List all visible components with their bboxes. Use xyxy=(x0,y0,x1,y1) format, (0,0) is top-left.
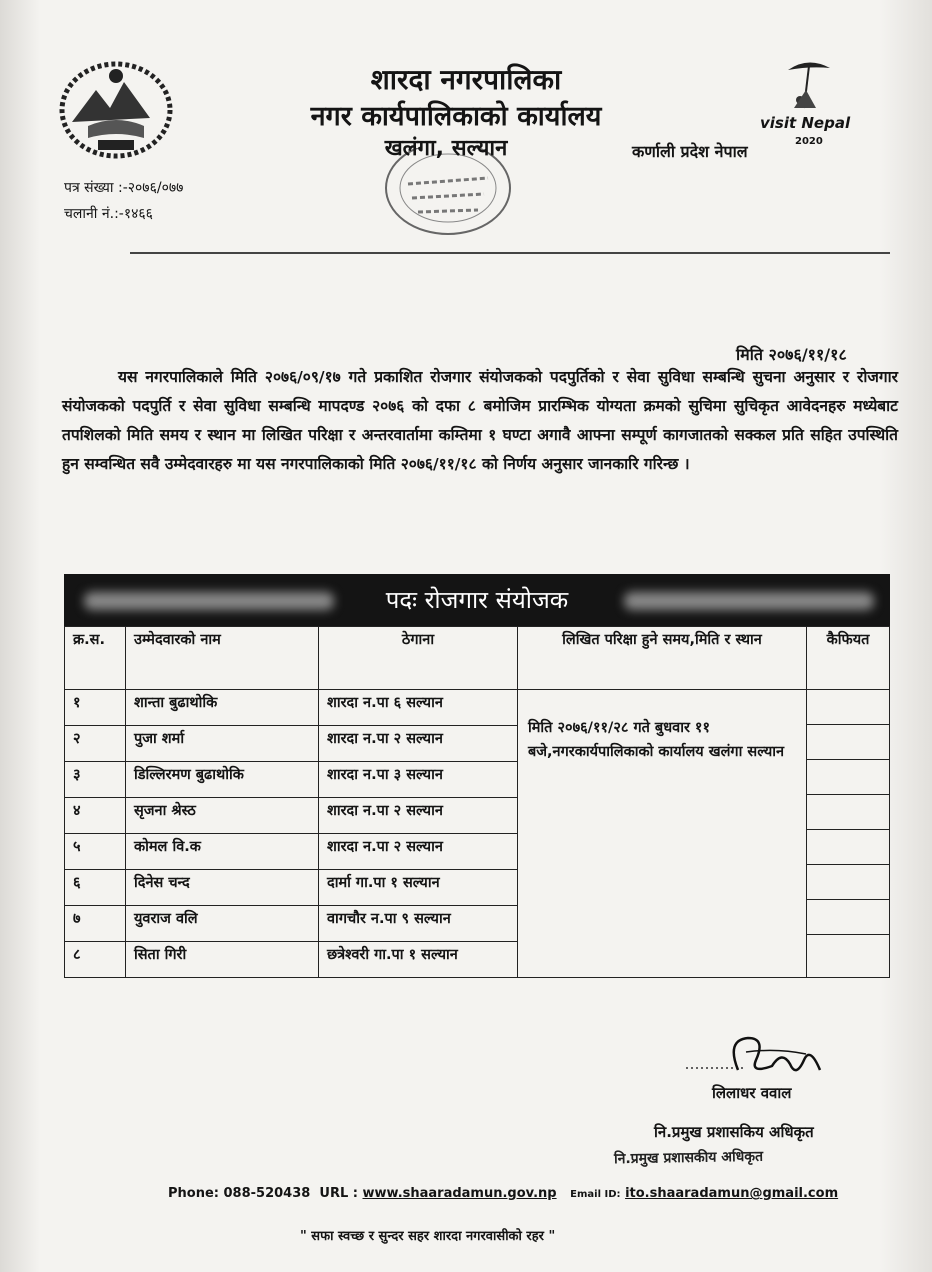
phone-number: Phone: 088-520438 xyxy=(168,1186,311,1201)
address-cell: शारदा न.पा २ सल्यान xyxy=(319,798,518,834)
col-serial: क्र.स. xyxy=(65,627,126,690)
dispatch-number: चलानी नं.:-१४६६ xyxy=(64,206,153,222)
name-cell: युवराज वलि xyxy=(126,906,319,942)
province-name: कर्णाली प्रदेश नेपाल xyxy=(632,142,748,161)
exam-info-cell xyxy=(518,690,807,978)
address-cell: शारदा न.पा ६ सल्यान xyxy=(319,690,518,726)
address-cell: शारदा न.पा २ सल्यान xyxy=(319,834,518,870)
designation-stamp: नि.प्रमुख प्रशासकीय अधिकृत xyxy=(613,1148,764,1168)
remarks-cell xyxy=(807,690,890,978)
municipality-name: शारदा नगरपालिका xyxy=(370,63,562,96)
table-row xyxy=(65,690,890,726)
serial-cell: ५ xyxy=(65,834,126,870)
post-title: पदः रोजगार संयोजक xyxy=(385,586,569,614)
serial-cell: ४ xyxy=(65,798,126,834)
address-cell: वागचौर न.पा ९ सल्यान xyxy=(319,906,518,942)
footer-slogan: " सफा स्वच्छ र सुन्दर सहर शारदा नगरवासीको रहर " xyxy=(300,1229,556,1244)
notice-body: यस नगरपालिकाले मिति २०७६/०९/१७ गते प्रकाशित रोजगार संयोजकको पदपुर्तिको र सेवा सुविधा सम्बन्धि सुचना अनुसार र रोजगार संयोजकको पदपुर्ति र सेवा सुविधा सम्बन्धि मापदण्ड २०७६ को दफा ८ बमोजिम प्रारम्भिक योग्यता क्रमको सुचिमा सुचिकृत आवेदनहरु मध्येबाट तपशिलको मिति समय र स्थान मा लिखित परिक्षा र अन्तरवार्तामा कम्तिमा १ घण्टा अगावै आफ्ना सम्पूर्ण कागजातको सक्कल प्रति सहित उपस्थिति हुन सम्वन्धित सवै उम्मेदवारहरु मा यस नगरपालिकाको मिति २०७६/११/१८ को निर्णय अनुसार जानकारि गरिन्छ । xyxy=(62,368,898,473)
name-cell: कोमल वि.क xyxy=(126,834,319,870)
website-link[interactable]: www.shaaradamun.gov.np xyxy=(362,1186,557,1201)
col-address: ठेगाना xyxy=(319,627,518,690)
email-link[interactable]: ito.shaaradamun@gmail.com xyxy=(625,1186,839,1201)
remarks-line xyxy=(807,760,889,795)
footer-contact xyxy=(168,1186,838,1201)
address-cell: छत्रेश्वरी गा.पा १ सल्यान xyxy=(319,942,518,978)
serial-cell: ३ xyxy=(65,762,126,798)
signatory-post: नि.प्रमुख प्रशासकिय अधिकृत xyxy=(654,1123,814,1141)
table-title-bar xyxy=(64,574,890,626)
remarks-line xyxy=(807,830,889,865)
col-name: उम्मेदवारको नाम xyxy=(126,627,319,690)
name-cell: डिल्लिरमण बुढाथोकि xyxy=(126,762,319,798)
candidate-list xyxy=(64,626,890,978)
serial-cell: ७ xyxy=(65,906,126,942)
remarks-line xyxy=(807,935,889,969)
serial-cell: ८ xyxy=(65,942,126,978)
url-label: URL : xyxy=(319,1186,358,1201)
redacted-text xyxy=(624,592,874,610)
visit-nepal-year: 2020 xyxy=(795,136,823,147)
name-cell: पुजा शर्मा xyxy=(126,726,319,762)
address-cell: दार्मा गा.पा १ सल्यान xyxy=(319,870,518,906)
remarks-line xyxy=(807,900,889,935)
letter-number: पत्र संख्या :-२०७६/०७७ xyxy=(64,180,184,196)
signatory-name: लिलाधर ववाल xyxy=(712,1084,792,1102)
exam-info-text: मिति २०७६/११/२८ गते बुधवार ११ बजे,नगरकार्यपालिकाको कार्यालय खलंगा सल्यान xyxy=(528,720,785,760)
name-cell: सिता गिरी xyxy=(126,942,319,978)
col-remarks: कैफियत xyxy=(807,627,890,690)
name-cell: शान्ता बुढाथोकि xyxy=(126,690,319,726)
visit-nepal-text: visit Nepal xyxy=(760,114,851,132)
col-exam-info: लिखित परिक्षा हुने समय,मिति र स्थान xyxy=(518,627,807,690)
letter-date: मिति २०७६/११/१८ xyxy=(736,345,847,364)
address-cell: शारदा न.पा २ सल्यान xyxy=(319,726,518,762)
office-name: नगर कार्यपालिकाको कार्यालय xyxy=(310,101,602,132)
email-label: Email ID: xyxy=(570,1189,621,1200)
name-cell: सृजना श्रेस्ठ xyxy=(126,798,319,834)
serial-cell: १ xyxy=(65,690,126,726)
address-cell: शारदा न.पा ३ सल्यान xyxy=(319,762,518,798)
remarks-line xyxy=(807,795,889,830)
header-divider xyxy=(130,252,890,254)
signature-icon xyxy=(686,1030,836,1086)
redacted-text xyxy=(84,592,334,610)
candidate-table xyxy=(64,574,890,978)
name-cell: दिनेस चन्द xyxy=(126,870,319,906)
remarks-line xyxy=(807,725,889,760)
remarks-line xyxy=(807,690,889,725)
office-location: खलंगा, सल्यान xyxy=(384,136,508,161)
serial-cell: ६ xyxy=(65,870,126,906)
serial-cell: २ xyxy=(65,726,126,762)
remarks-line xyxy=(807,865,889,900)
table-header-row xyxy=(65,627,890,690)
